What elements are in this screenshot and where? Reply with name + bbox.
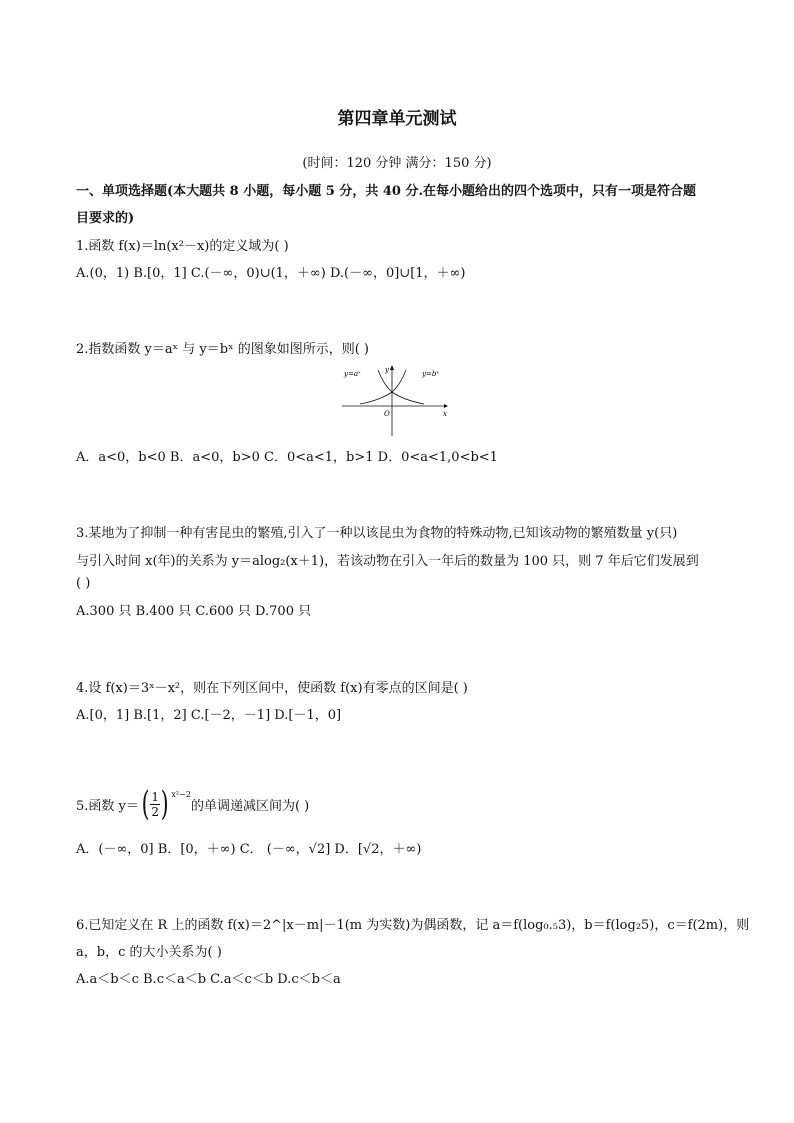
question-2-stem: 2.指数函数 y＝aˣ 与 y＝bˣ 的图象如图所示，则( ) (76, 342, 369, 357)
fraction-denominator: 2 (151, 804, 159, 819)
curve-a (378, 370, 424, 404)
y-axis-arrow (390, 365, 394, 370)
left-paren: ( (141, 784, 150, 824)
fraction-numerator: 1 (151, 789, 159, 804)
question-1-stem: 1.函数 f(x)＝ln(x²－x)的定义域为( ) (76, 239, 289, 254)
question-3-line1: 3.某地为了抑制一种有害昆虫的繁殖,引入了一种以该昆虫为食物的特殊动物,已知该动物的繁殖数量 y(只) (76, 526, 678, 541)
label-a: y=aˣ (344, 370, 361, 378)
exponent: x²−2 (171, 789, 191, 799)
exponential-graph (340, 364, 450, 436)
section-heading-line1: 一、单项选择题(本大题共 8 小题，每小题 5 分，共 40 分.在每小题给出的四个选项中，只有一项是符合题 (76, 184, 697, 199)
question-3-line3: ( ) (76, 576, 91, 591)
question-1-options: A.(0，1) B.[0，1] C.(－∞，0)∪(1，＋∞) D.(－∞，0]∪[1，＋∞) (76, 266, 466, 281)
label-x: x (443, 410, 447, 418)
question-5-options: A．(－∞，0] B．[0，＋∞) C． (－∞，√2] D．[√2，＋∞) (76, 842, 422, 857)
x-axis-arrow (444, 404, 448, 408)
question-6-line2: a，b，c 的大小关系为( ) (76, 945, 222, 960)
question-6-line1: 6.已知定义在 R 上的函数 f(x)＝2^|x－m|－1(m 为实数)为偶函数，记 a＝f(log₀.₅3)，b＝f(log₂5)，c＝f(2m)，则 (76, 918, 750, 933)
section-heading-line2: 目要求的) (76, 211, 135, 226)
question-2-options: A．a<0，b<0 B．a<0，b>0 C．0<a<1，b>1 D．0<a<1,0<b<1 (76, 450, 498, 465)
curve-b (360, 370, 406, 404)
question-5-prefix: 5.函数 y＝ (76, 798, 139, 814)
page-title: 第四章单元测试 (337, 109, 457, 129)
right-paren: ) (160, 784, 169, 824)
label-origin: O (384, 410, 390, 418)
exam-info: (时间：120 分钟 满分：150 分) (302, 156, 492, 171)
question-6-options: A.a＜b＜c B.c＜a＜b C.a＜c＜b D.c＜b＜a (76, 972, 341, 987)
question-3-options: A.300 只 B.400 只 C.600 只 D.700 只 (76, 604, 312, 619)
question-3-line2: 与引入时间 x(年)的关系为 y＝alog₂(x＋1)，若该动物在引入一年后的数量为 100 只，则 7 年后它们发展到 (76, 554, 699, 569)
label-b: y=bˣ (422, 370, 439, 378)
question-5-suffix: 的单调递减区间为( ) (190, 798, 310, 814)
question-4-options: A.[0，1] B.[1，2] C.[－2，－1] D.[－1，0] (76, 708, 342, 723)
fraction (150, 790, 160, 819)
label-y: y (385, 366, 389, 374)
question-4-stem: 4.设 f(x)＝3ˣ－x²，则在下列区间中，使函数 f(x)有零点的区间是( ) (76, 681, 468, 696)
question-5-stem (76, 782, 309, 826)
